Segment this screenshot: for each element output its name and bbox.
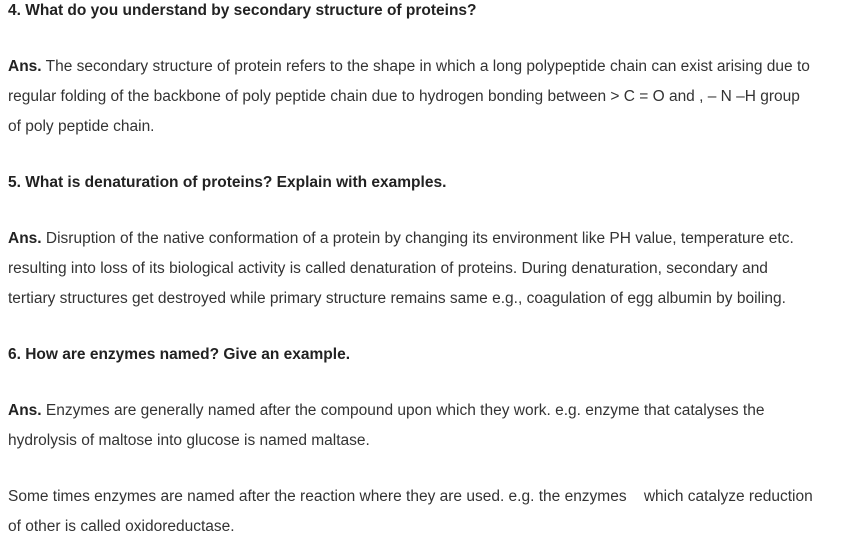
answer-5-text-1: Disruption of the native conformation of a protein by changing its environment like PH value, temperature etc. [41, 230, 794, 247]
question-5-heading: 5. What is denaturation of proteins? Explain with examples. [8, 174, 447, 191]
answer-6-extra-line-1: Some times enzymes are named after the reaction where they are used. e.g. the enzymes which catalyze reduction [8, 488, 813, 505]
answer-label: Ans. [8, 230, 42, 247]
answer-6-line-2: hydrolysis of maltose into glucose is named maltase. [8, 432, 370, 449]
answer-6-line-1 [8, 396, 838, 426]
answer-6-extra-paragraph [8, 482, 838, 542]
answer-4-text-1: The secondary structure of protein refers to the shape in which a long polypeptide chain can exist arising due to [41, 58, 810, 75]
answer-label: Ans. [8, 58, 42, 75]
answer-5-paragraph [8, 224, 838, 314]
answer-5-line-1 [8, 224, 838, 254]
answer-label: Ans. [8, 402, 42, 419]
question-6-heading: 6. How are enzymes named? Give an example. [8, 346, 351, 363]
question-4-heading: 4. What do you understand by secondary structure of proteins? [8, 2, 477, 19]
answer-6-paragraph [8, 396, 838, 456]
answer-5-line-2: resulting into loss of its biological activity is called denaturation of proteins. During denaturation, secondary and [8, 260, 768, 277]
answer-4-paragraph [8, 52, 838, 142]
answer-4-line-1 [8, 52, 838, 82]
answer-4-line-2: regular folding of the backbone of poly peptide chain due to hydrogen bonding between > C = O and , – N –H group [8, 88, 800, 105]
answer-6-extra-line-2: of other is called oxidoreductase. [8, 518, 235, 535]
answer-6-text-1: Enzymes are generally named after the compound upon which they work. e.g. enzyme that catalyses the [41, 402, 765, 419]
answer-4-line-3: of poly peptide chain. [8, 118, 155, 135]
answer-5-line-3: tertiary structures get destroyed while primary structure remains same e.g., coagulation of egg albumin by boiling. [8, 290, 786, 307]
